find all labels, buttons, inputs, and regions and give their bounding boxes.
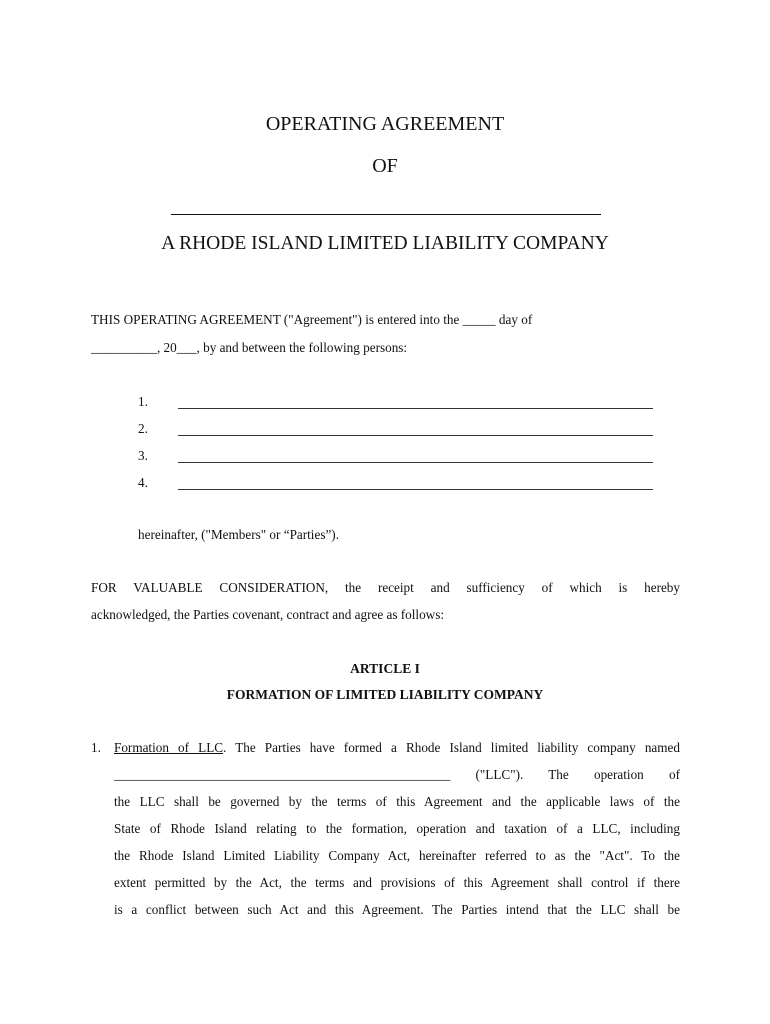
member-blank-line-3 bbox=[178, 462, 653, 463]
document-subtitle: A RHODE ISLAND LIMITED LIABILITY COMPANY bbox=[161, 233, 609, 254]
section-heading: Formation of LLC bbox=[114, 740, 224, 755]
consideration-line-2: acknowledged, the Parties covenant, contract and agree as follows: bbox=[91, 607, 444, 622]
intro-line-2: __________, 20___, by and between the following persons: bbox=[91, 340, 408, 355]
section-line-4: State of Rhode Island relating to the formation, operation and taxation of a LLC, including bbox=[114, 821, 680, 836]
member-number-2: 2. bbox=[138, 421, 148, 436]
section-line-1-text: . The Parties have formed a Rhode Island limited liability company named bbox=[223, 740, 680, 755]
member-blank-line-1 bbox=[178, 408, 653, 409]
article-number: ARTICLE I bbox=[350, 661, 420, 676]
article-title: FORMATION OF LIMITED LIABILITY COMPANY bbox=[226, 687, 544, 702]
section-line-5: the Rhode Island Limited Liability Company Act, hereinafter referred to as the "Act". To the bbox=[114, 848, 680, 863]
section-line-3: the LLC shall be governed by the terms of this Agreement and the applicable laws of the bbox=[114, 794, 680, 809]
section-number: 1. bbox=[91, 740, 101, 755]
member-number-1: 1. bbox=[138, 394, 148, 409]
section-line-1 bbox=[114, 740, 680, 756]
document-title: OPERATING AGREEMENT bbox=[265, 113, 505, 135]
section-line-2: ___________________________________________________ ("LLC"). The operation of bbox=[114, 767, 680, 782]
member-number-4: 4. bbox=[138, 475, 148, 490]
member-blank-line-4 bbox=[178, 489, 653, 490]
member-blank-line-2 bbox=[178, 435, 653, 436]
intro-line-1: THIS OPERATING AGREEMENT ("Agreement") is entered into the _____ day of bbox=[91, 312, 533, 327]
section-line-7: is a conflict between such Act and this Agreement. The Parties intend that the LLC shall be bbox=[114, 902, 680, 917]
consideration-line-1: FOR VALUABLE CONSIDERATION, the receipt and sufficiency of which is hereby bbox=[91, 580, 680, 595]
member-number-3: 3. bbox=[138, 448, 148, 463]
hereinafter-text: hereinafter, ("Members" or “Parties”). bbox=[138, 527, 339, 542]
company-name-blank-line bbox=[171, 214, 601, 215]
section-line-6: extent permitted by the Act, the terms and provisions of this Agreement shall control if there bbox=[114, 875, 680, 890]
document-title-of: OF bbox=[372, 155, 398, 177]
